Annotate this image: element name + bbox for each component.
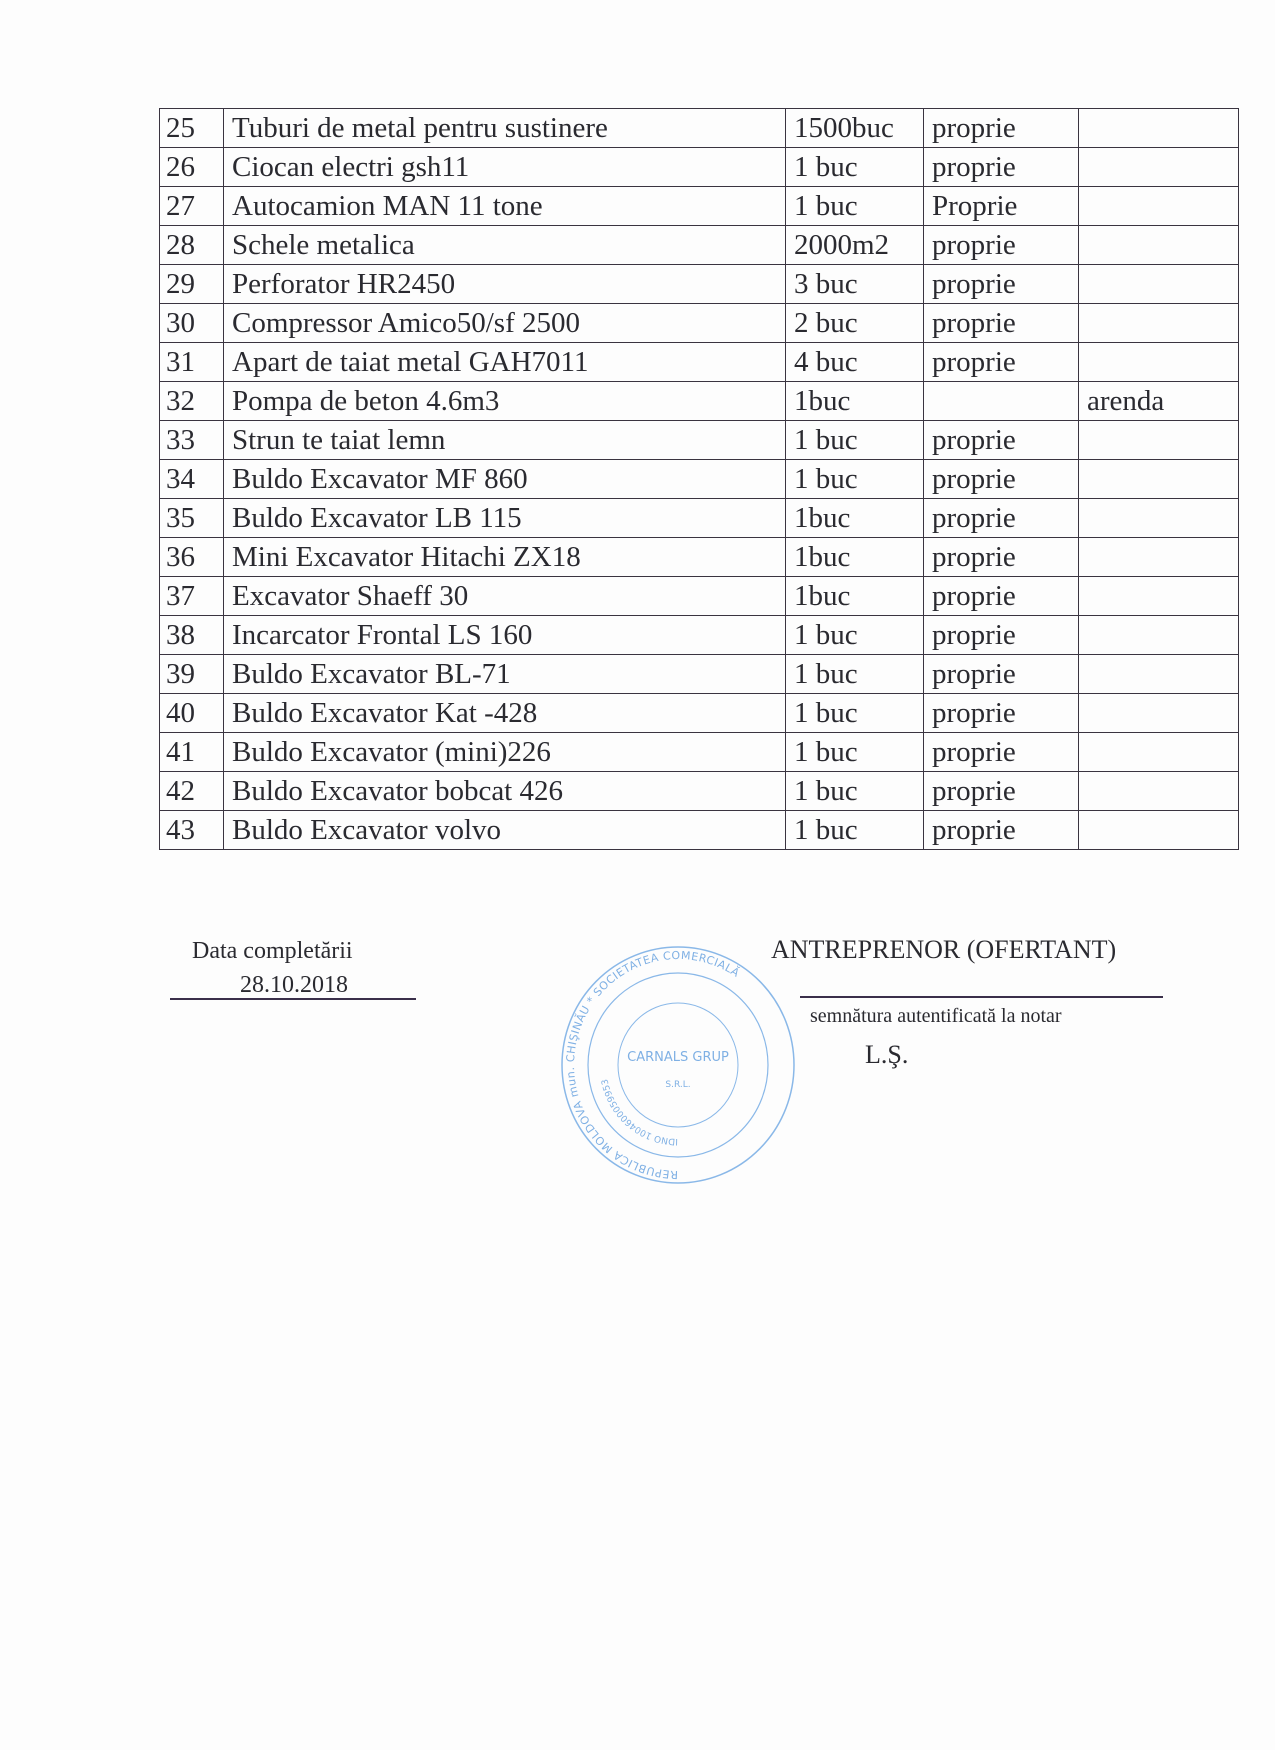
ownership-own-cell: proprie bbox=[924, 616, 1079, 655]
ownership-own-cell: proprie bbox=[924, 148, 1079, 187]
ownership-own-cell: proprie bbox=[924, 421, 1079, 460]
ownership-rent-cell bbox=[1079, 811, 1239, 850]
table-row bbox=[160, 343, 1239, 382]
ownership-rent-cell bbox=[1079, 265, 1239, 304]
equipment-name-cell: Buldo Excavator bobcat 426 bbox=[224, 772, 786, 811]
quantity-cell: 1 buc bbox=[786, 694, 924, 733]
ownership-rent-cell bbox=[1079, 772, 1239, 811]
quantity-cell: 1buc bbox=[786, 382, 924, 421]
ownership-rent-cell: arenda bbox=[1079, 382, 1239, 421]
equipment-name-cell: Autocamion MAN 11 tone bbox=[224, 187, 786, 226]
equipment-name-cell: Perforator HR2450 bbox=[224, 265, 786, 304]
quantity-cell: 1buc bbox=[786, 577, 924, 616]
row-number-cell: 35 bbox=[160, 499, 224, 538]
row-number-cell: 43 bbox=[160, 811, 224, 850]
ownership-rent-cell bbox=[1079, 538, 1239, 577]
row-number-cell: 30 bbox=[160, 304, 224, 343]
quantity-cell: 1 buc bbox=[786, 616, 924, 655]
ownership-own-cell: proprie bbox=[924, 811, 1079, 850]
ownership-own-cell: proprie bbox=[924, 733, 1079, 772]
stamp-inner-text: IDNO 1004600059953 bbox=[600, 1077, 679, 1147]
equipment-name-cell: Compressor Amico50/sf 2500 bbox=[224, 304, 786, 343]
equipment-name-cell: Excavator Shaeff 30 bbox=[224, 577, 786, 616]
equipment-name-cell: Buldo Excavator volvo bbox=[224, 811, 786, 850]
ownership-rent-cell bbox=[1079, 343, 1239, 382]
quantity-cell: 1 buc bbox=[786, 772, 924, 811]
row-number-cell: 28 bbox=[160, 226, 224, 265]
quantity-cell: 1 buc bbox=[786, 460, 924, 499]
company-stamp bbox=[560, 945, 796, 1185]
quantity-cell: 2 buc bbox=[786, 304, 924, 343]
row-number-cell: 27 bbox=[160, 187, 224, 226]
table-row bbox=[160, 460, 1239, 499]
row-number-cell: 32 bbox=[160, 382, 224, 421]
ownership-rent-cell bbox=[1079, 694, 1239, 733]
quantity-cell: 2000m2 bbox=[786, 226, 924, 265]
ownership-rent-cell bbox=[1079, 148, 1239, 187]
signature-line bbox=[800, 996, 1163, 998]
ownership-rent-cell bbox=[1079, 616, 1239, 655]
ownership-own-cell: proprie bbox=[924, 226, 1079, 265]
row-number-cell: 26 bbox=[160, 148, 224, 187]
table-row bbox=[160, 499, 1239, 538]
table-row bbox=[160, 538, 1239, 577]
quantity-cell: 4 buc bbox=[786, 343, 924, 382]
table-row bbox=[160, 811, 1239, 850]
table-row bbox=[160, 109, 1239, 148]
table-row bbox=[160, 694, 1239, 733]
equipment-name-cell: Apart de taiat metal GAH7011 bbox=[224, 343, 786, 382]
ownership-rent-cell bbox=[1079, 226, 1239, 265]
ownership-own-cell: proprie bbox=[924, 538, 1079, 577]
ownership-rent-cell bbox=[1079, 109, 1239, 148]
quantity-cell: 3 buc bbox=[786, 265, 924, 304]
table-row bbox=[160, 421, 1239, 460]
table-row bbox=[160, 148, 1239, 187]
row-number-cell: 41 bbox=[160, 733, 224, 772]
table-row bbox=[160, 772, 1239, 811]
row-number-cell: 36 bbox=[160, 538, 224, 577]
date-value: 28.10.2018 bbox=[240, 972, 348, 998]
ownership-own-cell: proprie bbox=[924, 694, 1079, 733]
ownership-own-cell bbox=[924, 382, 1079, 421]
table-row bbox=[160, 382, 1239, 421]
ownership-rent-cell bbox=[1079, 655, 1239, 694]
quantity-cell: 1500buc bbox=[786, 109, 924, 148]
ownership-own-cell: proprie bbox=[924, 109, 1079, 148]
ownership-rent-cell bbox=[1079, 304, 1239, 343]
row-number-cell: 25 bbox=[160, 109, 224, 148]
row-number-cell: 31 bbox=[160, 343, 224, 382]
row-number-cell: 40 bbox=[160, 694, 224, 733]
row-number-cell: 38 bbox=[160, 616, 224, 655]
ownership-rent-cell bbox=[1079, 499, 1239, 538]
row-number-cell: 34 bbox=[160, 460, 224, 499]
row-number-cell: 42 bbox=[160, 772, 224, 811]
equipment-name-cell: Mini Excavator Hitachi ZX18 bbox=[224, 538, 786, 577]
table-row bbox=[160, 304, 1239, 343]
row-number-cell: 37 bbox=[160, 577, 224, 616]
date-label: Data completării bbox=[192, 938, 353, 964]
ownership-rent-cell bbox=[1079, 421, 1239, 460]
table-row bbox=[160, 616, 1239, 655]
table-row bbox=[160, 733, 1239, 772]
stamp-outer-text: REPUBLICA MOLDOVA mun. CHIŞINĂU * SOCIETATEA COMERCIALĂ bbox=[564, 948, 743, 1182]
ownership-own-cell: Proprie bbox=[924, 187, 1079, 226]
equipment-name-cell: Tuburi de metal pentru sustinere bbox=[224, 109, 786, 148]
quantity-cell: 1 buc bbox=[786, 811, 924, 850]
equipment-name-cell: Incarcator Frontal LS 160 bbox=[224, 616, 786, 655]
equipment-name-cell: Pompa de beton 4.6m3 bbox=[224, 382, 786, 421]
ownership-own-cell: proprie bbox=[924, 460, 1079, 499]
ownership-rent-cell bbox=[1079, 460, 1239, 499]
ownership-own-cell: proprie bbox=[924, 499, 1079, 538]
equipment-name-cell: Buldo Excavator (mini)226 bbox=[224, 733, 786, 772]
ownership-own-cell: proprie bbox=[924, 304, 1079, 343]
date-underline bbox=[170, 998, 416, 1000]
svg-text:REPUBLICA MOLDOVA mun. CHIŞINĂ bbox=[564, 949, 742, 1181]
equipment-name-cell: Buldo Excavator Kat -428 bbox=[224, 694, 786, 733]
row-number-cell: 39 bbox=[160, 655, 224, 694]
equipment-table bbox=[159, 108, 1239, 850]
quantity-cell: 1 buc bbox=[786, 187, 924, 226]
row-number-cell: 33 bbox=[160, 421, 224, 460]
stamp-center-text: CARNALS GRUP bbox=[627, 1050, 729, 1065]
quantity-cell: 1 buc bbox=[786, 733, 924, 772]
table-row bbox=[160, 655, 1239, 694]
signature-caption: semnătura autentificată la notar bbox=[810, 1005, 1062, 1027]
ownership-own-cell: proprie bbox=[924, 772, 1079, 811]
ownership-own-cell: proprie bbox=[924, 343, 1079, 382]
table-row bbox=[160, 265, 1239, 304]
ownership-rent-cell bbox=[1079, 187, 1239, 226]
equipment-name-cell: Buldo Excavator BL-71 bbox=[224, 655, 786, 694]
equipment-name-cell: Strun te taiat lemn bbox=[224, 421, 786, 460]
table-row bbox=[160, 187, 1239, 226]
table-row bbox=[160, 226, 1239, 265]
ownership-own-cell: proprie bbox=[924, 655, 1079, 694]
ownership-own-cell: proprie bbox=[924, 577, 1079, 616]
ownership-rent-cell bbox=[1079, 733, 1239, 772]
ownership-own-cell: proprie bbox=[924, 265, 1079, 304]
table-row bbox=[160, 577, 1239, 616]
contractor-label: ANTREPRENOR (OFERTANT) bbox=[771, 935, 1117, 964]
quantity-cell: 1 buc bbox=[786, 421, 924, 460]
equipment-name-cell: Buldo Excavator LB 115 bbox=[224, 499, 786, 538]
equipment-name-cell: Schele metalica bbox=[224, 226, 786, 265]
quantity-cell: 1buc bbox=[786, 499, 924, 538]
equipment-name-cell: Buldo Excavator MF 860 bbox=[224, 460, 786, 499]
stamp-sub-text: S.R.L. bbox=[665, 1080, 691, 1090]
equipment-name-cell: Ciocan electri gsh11 bbox=[224, 148, 786, 187]
quantity-cell: 1 buc bbox=[786, 655, 924, 694]
ownership-rent-cell bbox=[1079, 577, 1239, 616]
row-number-cell: 29 bbox=[160, 265, 224, 304]
quantity-cell: 1buc bbox=[786, 538, 924, 577]
quantity-cell: 1 buc bbox=[786, 148, 924, 187]
seal-label: L.Ş. bbox=[865, 1040, 909, 1069]
